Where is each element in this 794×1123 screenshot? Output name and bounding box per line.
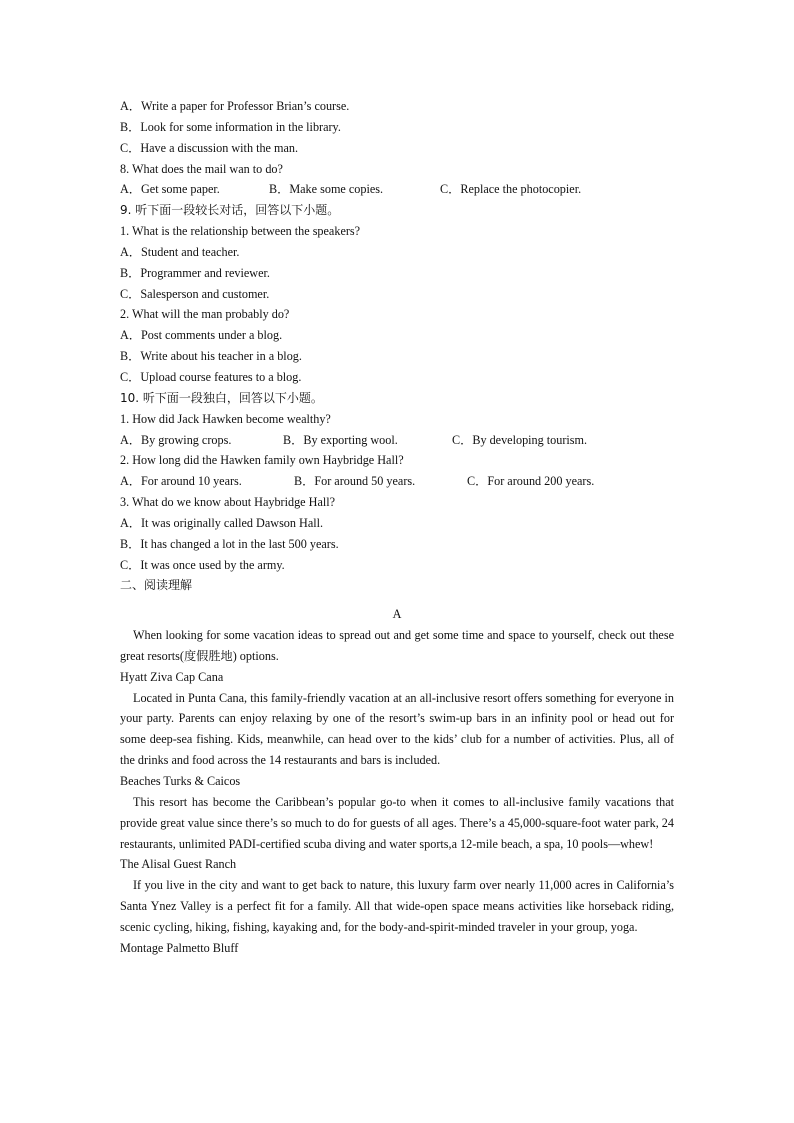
q10-1-option-c: C．By developing tourism.	[452, 432, 588, 447]
q7-option-c: C．Have a discussion with the man.	[120, 140, 299, 155]
resort-title-2: Beaches Turks & Caicos	[120, 774, 241, 788]
q9-2-option-c: C．Upload course features to a blog.	[120, 369, 302, 384]
passage-intro: When looking for some vacation ideas to spread out and get some time and space to yourself, check out these great resorts(度假胜地) options.	[120, 628, 674, 663]
q9-2-question: 2. What will the man probably do?	[120, 307, 290, 322]
q8-options	[120, 179, 674, 200]
passage-label: A	[392, 607, 402, 622]
section-heading: 二、阅读理解	[120, 578, 193, 593]
q10-2-option-c: C．For around 200 years.	[467, 474, 595, 489]
q10-1-option-b: B．By exporting wool.	[283, 432, 398, 447]
q8-option-b: B．Make some copies.	[269, 182, 384, 197]
q8-option-a: A．Get some paper.	[120, 182, 220, 197]
resort-text-2: This resort has become the Caribbean’s popular go-to when it comes to all-inclusive family vacations that provide great value since there’s so much to do for guests of all ages. There’s a 45,000-square-foot water park, 24 restaurants, unlimited PADI-certified scuba diving and water sports,a 12-mile beach, a spa, 10 pools—whew!	[120, 794, 674, 851]
resort-title-3: The Alisal Guest Ranch	[120, 857, 237, 872]
q10-1-option-a: A．By growing crops.	[120, 432, 232, 447]
q10-2-options	[120, 471, 674, 492]
q9-1-option-b: B．Programmer and reviewer.	[120, 265, 270, 280]
resort-text-3: If you live in the city and want to get back to nature, this luxury farm over nearly 11,000 acres in California’s Santa Ynez Valley is a perfect fit for a family. All that wide-open space means activities like horseback riding, scenic cycling, hiking, fishing, kayaking and, for the body-and-spirit-minded traveler in your group, yoga.	[120, 878, 674, 934]
q10-header: 10. 听下面一段独白，回答以下小题。	[120, 390, 323, 405]
q7-option-b: B．Look for some information in the library.	[120, 119, 341, 134]
q9-2-option-b: B．Write about his teacher in a blog.	[120, 349, 302, 364]
q10-3-option-c: C．It was once used by the army.	[120, 557, 285, 572]
q7-option-a: A．Write a paper for Professor Brian’s course.	[120, 99, 350, 113]
q10-3-option-b: B．It has changed a lot in the last 500 years.	[120, 536, 339, 551]
q10-3-option-a: A．It was originally called Dawson Hall.	[120, 515, 324, 530]
q9-1-option-c: C．Salesperson and customer.	[120, 286, 270, 301]
q9-1-question: 1. What is the relationship between the speakers?	[120, 224, 361, 239]
q10-2-option-b: B．For around 50 years.	[294, 474, 416, 489]
resort-text-1: Located in Punta Cana, this family-friendly vacation at an all-inclusive resort offers something for everyone in your party. Parents can enjoy relaxing by one of the resort’s swim-up bars in an infinity pool or head out for some deep-sea fishing. Kids, meanwhile, can head over to the kids’ club for a number of activities. Plus, all of the drinks and food across the 14 restaurants and bars is included.	[120, 690, 674, 768]
q10-2-option-a: A．For around 10 years.	[120, 474, 242, 489]
q8-option-c: C．Replace the photocopier.	[440, 182, 582, 197]
q10-1-question: 1. How did Jack Hawken become wealthy?	[120, 411, 331, 426]
q9-2-option-a: A．Post comments under a blog.	[120, 328, 283, 343]
document-page	[120, 96, 674, 959]
q8-question: 8. What does the mail wan to do?	[120, 161, 283, 176]
q10-1-options	[120, 430, 674, 451]
q9-1-option-a: A．Student and teacher.	[120, 244, 240, 259]
q10-2-question: 2. How long did the Hawken family own Haybridge Hall?	[120, 453, 404, 468]
resort-title-4: Montage Palmetto Bluff	[120, 940, 239, 955]
q9-header: 9. 听下面一段较长对话，回答以下小题。	[120, 203, 340, 218]
resort-title-1: Hyatt Ziva Cap Cana	[120, 669, 224, 684]
q10-3-question: 3. What do we know about Haybridge Hall?	[120, 495, 336, 510]
